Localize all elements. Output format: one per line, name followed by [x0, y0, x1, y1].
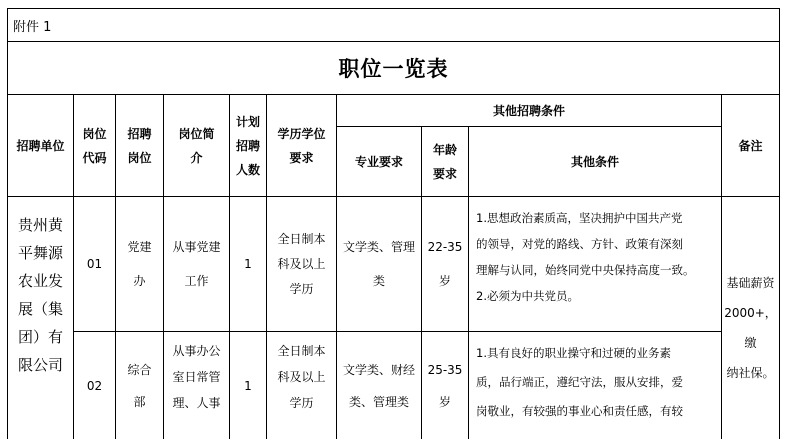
- row-2-desc-line: 理、人事: [172, 396, 221, 410]
- row-1-desc-line: 工作: [184, 274, 209, 288]
- header-post-desc: [164, 95, 229, 196]
- remark-line: 基础薪资: [726, 276, 775, 290]
- header-post-line: 岗位: [127, 150, 152, 165]
- row-1-age-line: 岁: [438, 274, 451, 288]
- remark-line: 2000+，缴: [724, 306, 777, 350]
- unit-name-line: 团）有: [17, 328, 63, 346]
- row-1-post-line: 党建: [127, 240, 152, 254]
- row-1-condition-line: 1.思想政治素质高，坚决拥护中国共产党: [476, 211, 683, 225]
- row-1-count: 1: [244, 257, 252, 271]
- header-age-line: 年龄: [432, 142, 457, 157]
- row-2-desc-line: 从事办公: [172, 344, 221, 358]
- header-post: [116, 95, 163, 196]
- row-1-condition-line: 2.必须为中共党员。: [476, 289, 579, 303]
- row-2-major: [337, 332, 421, 439]
- header-other-group: 其他招聘条件: [492, 103, 565, 118]
- row-1-desc-line: 从事党建: [172, 240, 221, 254]
- header-remark: 备注: [738, 138, 763, 153]
- header-post-desc-line: 介: [190, 150, 203, 165]
- row-2-conditions: [469, 332, 721, 439]
- row-1-desc: [164, 197, 229, 331]
- row-2-condition-line: 1.具有良好的职业操守和过硬的业务素: [476, 346, 671, 360]
- row-2-code: 02: [86, 378, 103, 393]
- row-1-conditions: [469, 197, 721, 331]
- header-age: [422, 127, 468, 196]
- row-1-code: 01: [86, 257, 103, 271]
- row-2-major-line: 文学类、财经: [342, 362, 415, 377]
- row-1-education-line: 全日制本: [277, 231, 326, 246]
- row-1-condition-line: 的领导，对党的路线、方针、政策有深刻: [476, 237, 683, 251]
- header-post-line: 招聘: [127, 126, 152, 141]
- header-other-conditions: 其他条件: [570, 154, 619, 169]
- row-2-major-line: 类、管理类: [348, 394, 409, 409]
- table-title: 职位一览表: [338, 57, 449, 81]
- row-2-post: [116, 332, 163, 439]
- header-post-code-line: 岗位: [82, 126, 107, 141]
- header-unit: 招聘单位: [16, 138, 65, 153]
- header-post-code-line: 代码: [82, 150, 107, 165]
- row-1-education-line: 科及以上: [277, 256, 326, 271]
- unit-name-line: 农业发: [17, 272, 63, 290]
- header-education-line: 学历学位: [277, 126, 326, 141]
- header-plan-count-line: 人数: [235, 162, 260, 177]
- header-plan-count: [230, 95, 266, 196]
- header-major: 专业要求: [354, 154, 403, 169]
- header-age-line: 要求: [432, 166, 457, 181]
- row-1-age-line: 22-35: [427, 240, 463, 254]
- header-post-code: [74, 95, 115, 196]
- row-1-major-line: 文学类、管理: [342, 240, 415, 254]
- row-1-major: [337, 197, 421, 331]
- row-1-condition-line: 理解与认同，始终同党中央保持高度一致。: [476, 263, 695, 277]
- job-table: [7, 8, 780, 439]
- row-1-major-line: 类: [372, 274, 385, 288]
- row-2-education-line: 学历: [289, 396, 314, 410]
- rule: [779, 8, 780, 439]
- row-2-age: [422, 332, 468, 439]
- header-education: [267, 95, 336, 196]
- annex-label: 附件 1: [13, 19, 52, 35]
- row-2-post-line: 综合: [127, 362, 152, 377]
- row-1-age: [422, 197, 468, 331]
- row-2-desc-line: 室日常管: [172, 370, 221, 384]
- header-education-line: 要求: [289, 150, 314, 165]
- row-2-age-line: 岁: [438, 394, 451, 409]
- header-plan-count-line: 招聘: [235, 138, 260, 153]
- row-2-education-line: 全日制本: [277, 344, 326, 358]
- row-2-education: [267, 332, 336, 439]
- row-2-desc: [164, 332, 229, 439]
- row-2-post-line: 部: [133, 394, 146, 409]
- unit-name-line: 限公司: [17, 356, 63, 374]
- row-1-education: [267, 197, 336, 331]
- unit-name-cell: [8, 197, 73, 439]
- header-post-desc-line: 岗位简: [178, 126, 215, 141]
- row-1-post: [116, 197, 163, 331]
- row-2-education-line: 科及以上: [277, 370, 326, 384]
- row-2-condition-line: 岗敬业，有较强的事业心和责任感，有较: [476, 404, 683, 418]
- remark-line: 纳社保。: [726, 366, 775, 380]
- row-2-count: 1: [244, 378, 252, 393]
- row-2-age-line: 25-35: [427, 362, 463, 377]
- row-1-post-line: 办: [133, 274, 146, 288]
- row-2-condition-line: 质，品行端正，遵纪守法，服从安排，爱: [476, 375, 683, 389]
- unit-name-line: 平舞源: [17, 244, 63, 262]
- header-plan-count-line: 计划: [235, 114, 260, 129]
- row-1-education-line: 学历: [289, 281, 314, 296]
- unit-name-line: 贵州黄: [17, 216, 63, 234]
- remark-cell: [722, 197, 779, 439]
- unit-name-line: 展（集: [17, 300, 63, 318]
